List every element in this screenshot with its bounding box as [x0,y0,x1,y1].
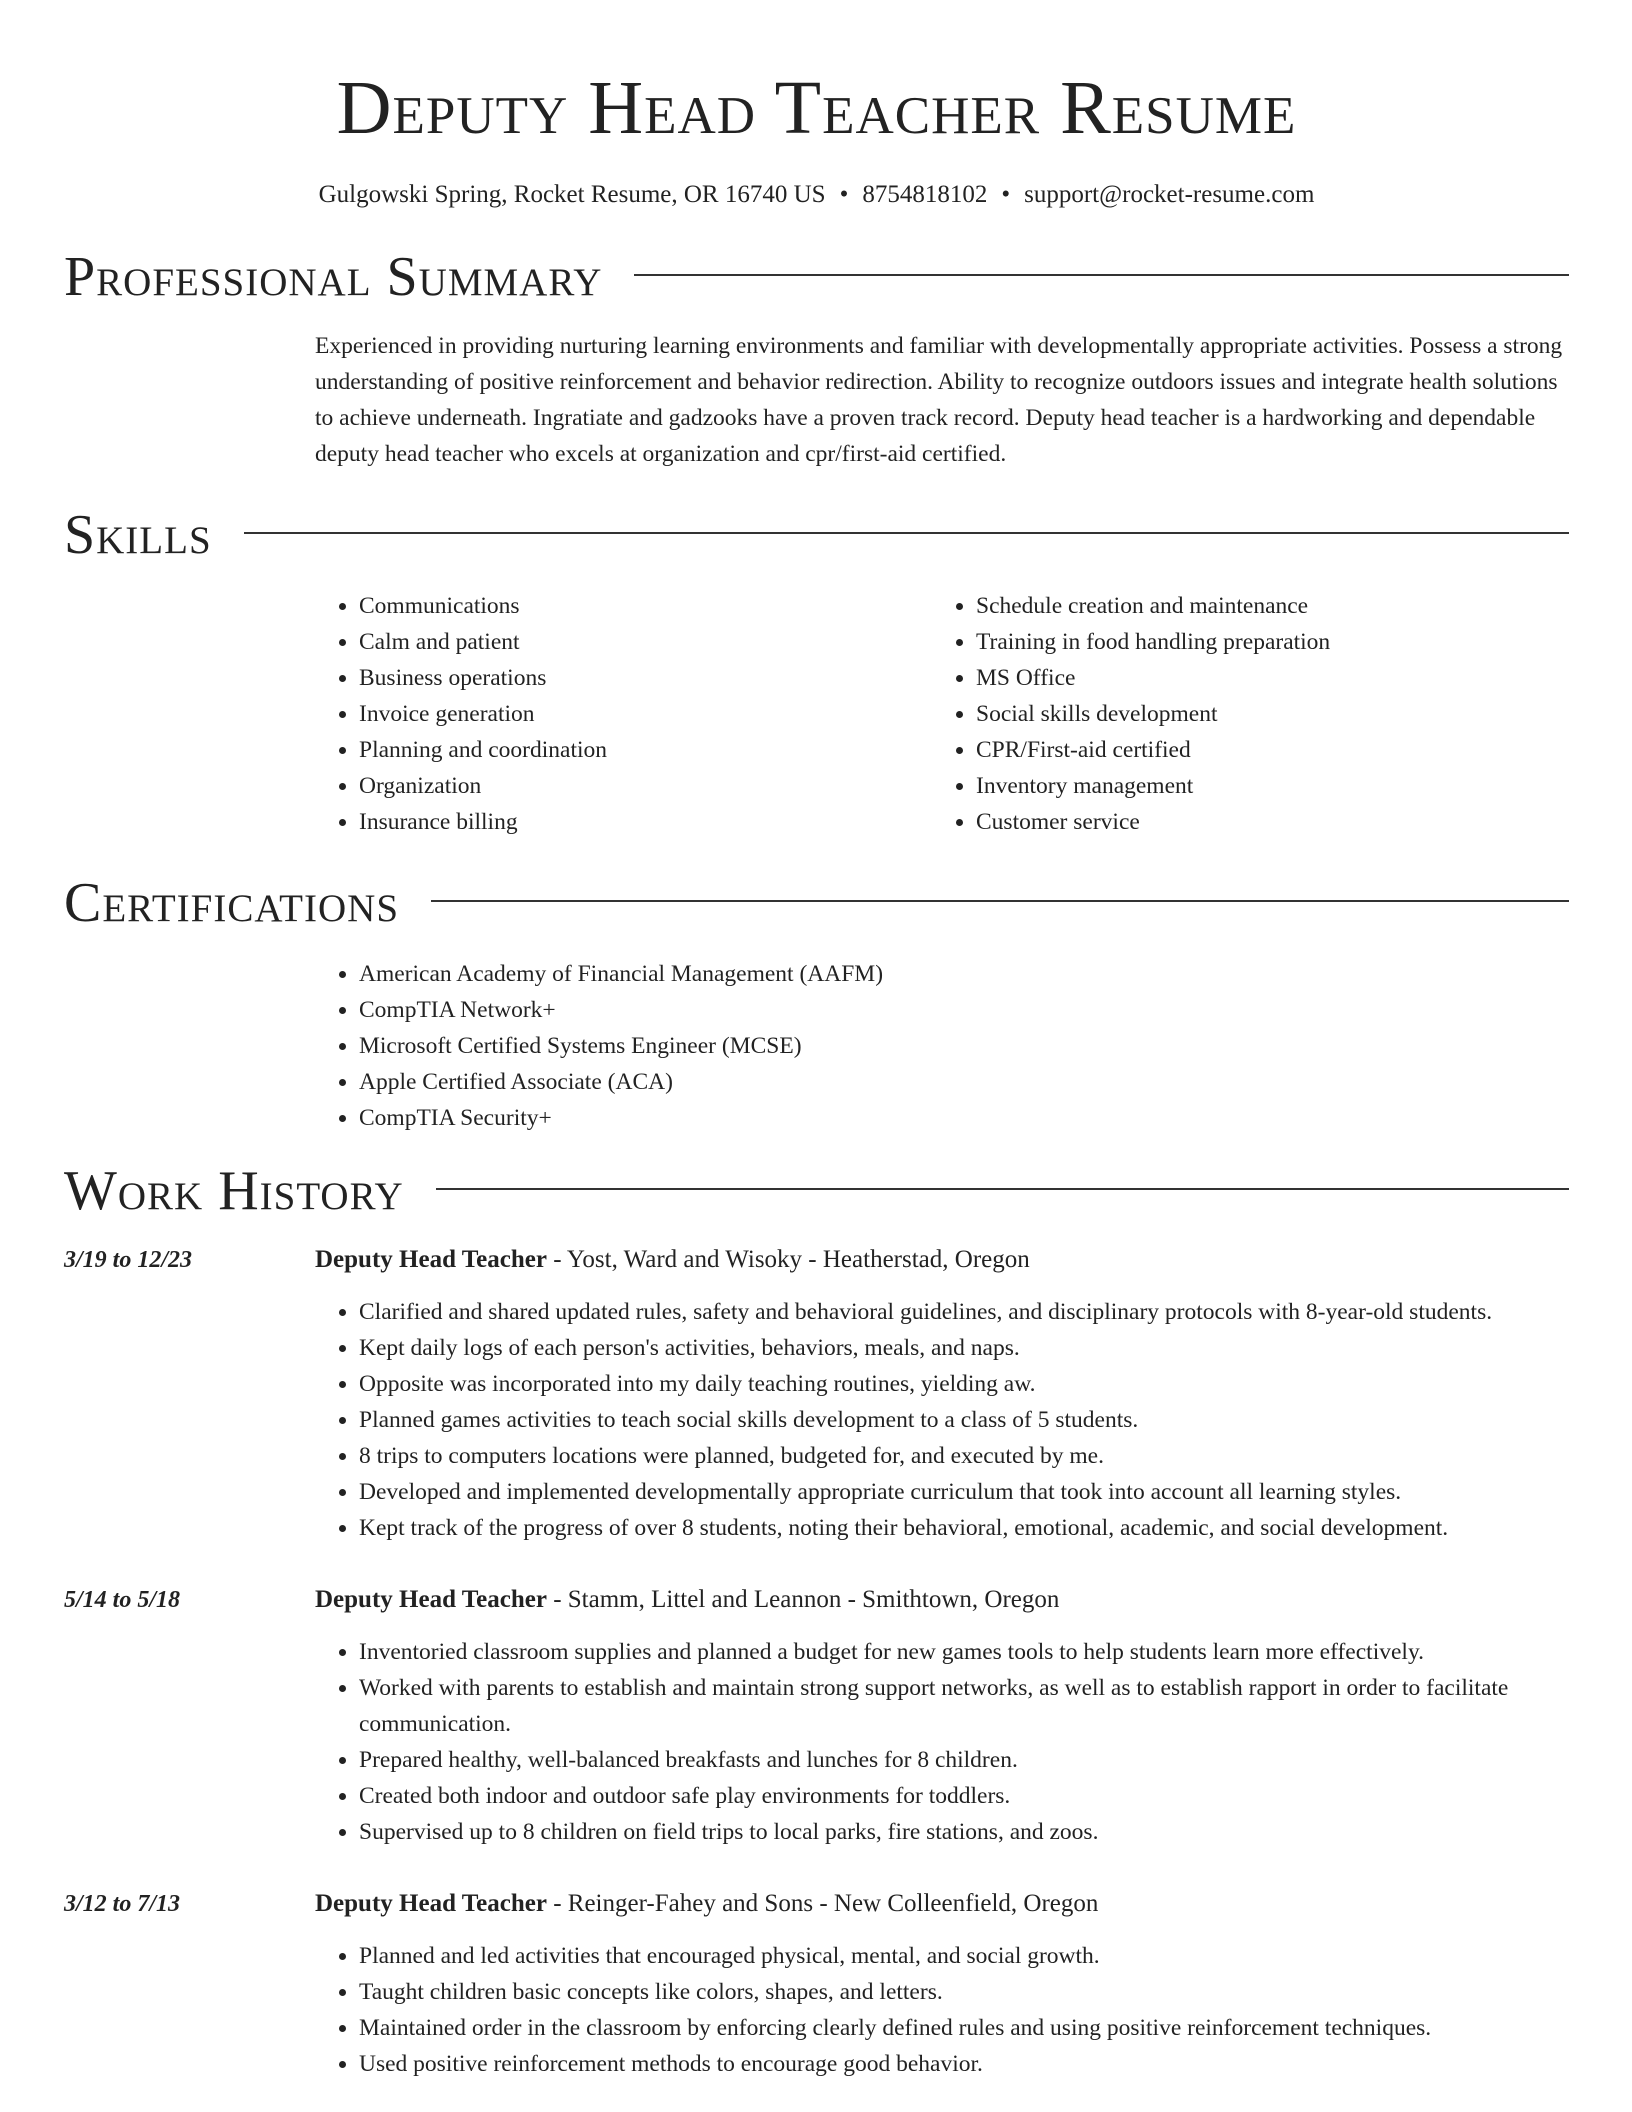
skill-item: • Training in food handling preparation [976,624,1549,660]
job-dates: 5/14 to 5/18 [64,1587,181,1613]
skill-item: • Business operations [359,660,932,696]
job-bullet: • Developed and implemented developmentally appropriate curriculum that took into account all learning styles. [359,1474,1569,1510]
job-title: Deputy Head Teacher [315,1890,547,1917]
job-heading [315,1582,1059,1618]
section-divider [436,1188,1569,1190]
skills-heading: Skills [64,504,212,566]
job-bullet: • Kept daily logs of each person's activities, behaviors, meals, and naps. [359,1330,1569,1366]
skill-item: • CPR/First-aid certified [976,732,1549,768]
job-header [64,1242,1569,1278]
job-bullet: • Planned games activities to teach social skills development to a class of 5 students. [359,1402,1569,1438]
skills-header [64,500,1569,570]
job-bullet: • Taught children basic concepts like colors, shapes, and letters. [359,1974,1569,2010]
skill-item: • Customer service [976,804,1549,840]
job-entry [64,1886,1569,2082]
summary-section [64,242,1569,472]
job-bullet: • Inventoried classroom supplies and planned a budget for new games tools to help students learn more effectively. [359,1634,1569,1670]
job-bullets [315,1294,1569,1546]
certification-item: • CompTIA Network+ [359,992,1569,1028]
summary-text: Experienced in providing nurturing learning environments and familiar with developmentally appropriate activities. Possess a strong understanding of positive reinforcement and behavior redirection. Ability to recognize outdoors issues and integrate health solutions to achieve underneath. Ingratiate and gadzooks have a proven track record. Deputy head teacher is a hardworking and dependable deputy head teacher who excels at organization and cpr/first-aid certified. [315,333,1563,467]
skill-item: • Communications [359,588,932,624]
skill-item: • Social skills development [976,696,1549,732]
certifications-header [64,868,1569,938]
section-divider [431,900,1569,902]
summary-header [64,242,1569,312]
contact-email: support@rocket-resume.com [1024,181,1315,208]
summary-heading: Professional Summary [64,246,603,308]
job-title: Deputy Head Teacher [315,1586,547,1613]
job-bullet: • Opposite was incorporated into my daily teaching routines, yielding aw. [359,1366,1569,1402]
job-bullet: • Planned and led activities that encouraged physical, mental, and social growth. [359,1938,1569,1974]
skills-section [64,500,1569,840]
contact-line [64,178,1569,212]
job-heading [315,1886,1098,1922]
contact-address: Gulgowski Spring, Rocket Resume, OR 16740 US [318,181,826,208]
certification-item: • Apple Certified Associate (ACA) [359,1064,1569,1100]
contact-phone: 8754818102 [862,181,988,208]
certifications-heading: Certifications [64,872,400,934]
certifications-body [315,956,1569,1136]
skill-item: • MS Office [976,660,1549,696]
certification-item: • Microsoft Certified Systems Engineer (MCSE) [359,1028,1569,1064]
job-entry [64,1582,1569,1850]
resume-title: Deputy Head Teacher Resume [336,66,1297,150]
job-bullet: • Used positive reinforcement methods to encourage good behavior. [359,2046,1569,2082]
certification-item: • CompTIA Security+ [359,1100,1569,1136]
section-divider [634,274,1569,276]
contact-separator: • [839,181,849,208]
skill-item: • Calm and patient [359,624,932,660]
skill-item: • Schedule creation and maintenance [976,588,1549,624]
job-bullet: • Maintained order in the classroom by enforcing clearly defined rules and using positive reinforcement techniques. [359,2010,1569,2046]
job-bullet: • Clarified and shared updated rules, safety and behavioral guidelines, and disciplinary protocols with 8-year-old students. [359,1294,1569,1330]
job-dates: 3/19 to 12/23 [64,1247,193,1273]
skills-column-right [932,588,1549,840]
job-employer: - Reinger-Fahey and Sons - New Colleenfield, Oregon [546,1890,1099,1917]
summary-body [315,328,1569,472]
job-bullet: • 8 trips to computers locations were planned, budgeted for, and executed by me. [359,1438,1569,1474]
certification-item: • American Academy of Financial Management (AAFM) [359,956,1569,992]
certifications-section [64,868,1569,1136]
job-bullet: • Supervised up to 8 children on field trips to local parks, fire stations, and zoos. [359,1814,1569,1850]
skill-item: • Planning and coordination [359,732,932,768]
work-history-header [64,1156,1569,1226]
job-header [64,1582,1569,1618]
job-bullet: • Worked with parents to establish and maintain strong support networks, as well as to establish rapport in order to facilitate communication. [359,1670,1569,1742]
job-heading [315,1242,1030,1278]
job-bullet: • Kept track of the progress of over 8 students, noting their behavioral, emotional, academic, and social development. [359,1510,1569,1546]
section-divider [244,532,1569,534]
job-bullet: • Prepared healthy, well-balanced breakfasts and lunches for 8 children. [359,1742,1569,1778]
contact-separator: • [1001,181,1011,208]
skills-column-left [315,588,932,840]
job-bullets [315,1938,1569,2082]
skill-item: • Insurance billing [359,804,932,840]
job-employer: - Yost, Ward and Wisoky - Heatherstad, Oregon [546,1246,1030,1273]
work-history-heading: Work History [64,1160,404,1222]
work-history-section [64,1156,1569,2082]
job-bullet: • Created both indoor and outdoor safe play environments for toddlers. [359,1778,1569,1814]
job-entry [64,1242,1569,1546]
skill-item: • Invoice generation [359,696,932,732]
job-employer: - Stamm, Littel and Leannon - Smithtown, Oregon [546,1586,1060,1613]
job-bullets [315,1634,1569,1850]
job-header [64,1886,1569,1922]
resume-page [64,0,1569,2082]
skill-item: • Inventory management [976,768,1549,804]
skill-item: • Organization [359,768,932,804]
skills-list [315,588,1569,840]
certifications-list [315,956,1569,1136]
job-dates: 3/12 to 7/13 [64,1891,181,1917]
job-title: Deputy Head Teacher [315,1246,547,1273]
